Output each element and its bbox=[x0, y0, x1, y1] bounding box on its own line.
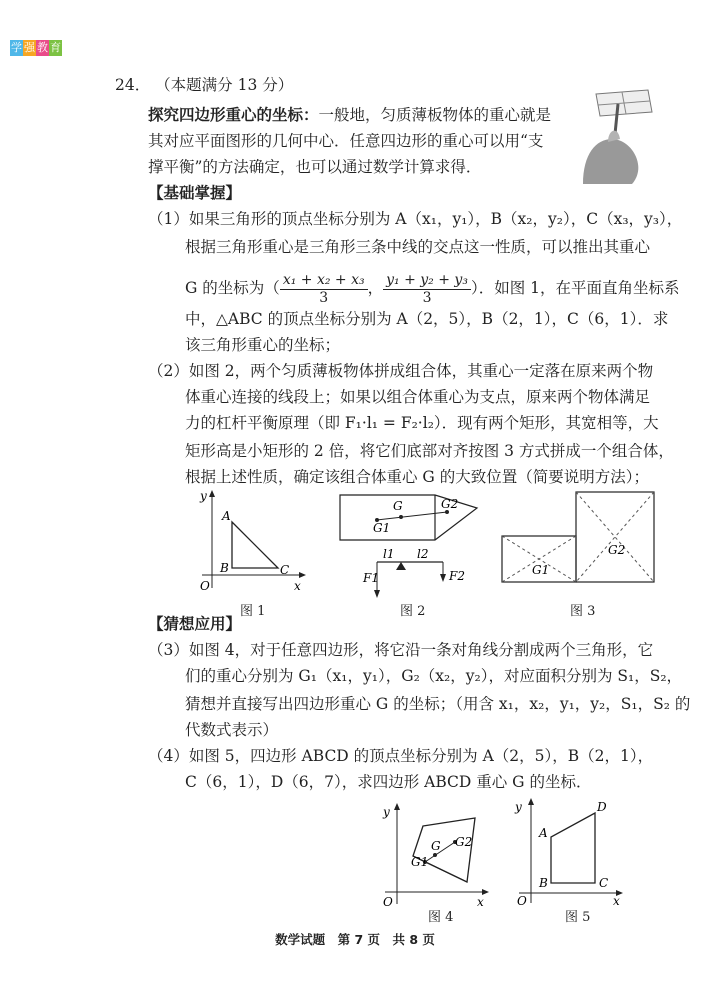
f1-label: F1 bbox=[363, 571, 379, 585]
g1-label: G1 bbox=[532, 563, 550, 577]
section-basic: 【基础掌握】 bbox=[148, 184, 242, 202]
l1-label: l1 bbox=[383, 547, 395, 561]
q1-line-4: 中，△ABC 的顶点坐标分别为 A（2，5），B（2，1），C（6，1）．求 bbox=[185, 310, 669, 328]
q1-line-1: （1）如果三角形的顶点坐标分别为 A（x₁，y₁），B（x₂，y₂），C（x₃，y₃）， bbox=[148, 210, 683, 228]
point-a-label: A bbox=[222, 509, 231, 523]
quadrilateral bbox=[413, 818, 475, 882]
point-c-label: C bbox=[599, 876, 609, 890]
q2-line-1: （2）如图 2，两个匀质薄板物体拼成组合体，其重心一定落在原来两个物 bbox=[148, 362, 654, 380]
q1-text: ）．如图 1，在平面直角坐标系 bbox=[470, 279, 680, 297]
figure-2-caption: 图 2 bbox=[400, 604, 426, 619]
g-label: G bbox=[393, 499, 403, 513]
figure-4-caption: 图 4 bbox=[428, 910, 454, 925]
figure-1 bbox=[192, 488, 307, 598]
point-a-label: A bbox=[539, 826, 548, 840]
q1-line-2: 根据三角形重心是三角形三条中线的交点这一性质，可以推出其重心 bbox=[185, 238, 651, 256]
figure-3-caption: 图 3 bbox=[570, 604, 596, 619]
logo-char: 教 bbox=[37, 41, 48, 54]
g1-label: G1 bbox=[411, 855, 429, 869]
q1-line-5: 该三角形重心的坐标； bbox=[185, 336, 341, 354]
intro-line-2: 其对应平面图形的几何中心．任意四边形的重心可以用“支 bbox=[148, 132, 544, 150]
fraction-y bbox=[383, 272, 471, 307]
figure-2 bbox=[335, 490, 485, 602]
f2-label: F2 bbox=[449, 569, 465, 583]
problem-header bbox=[115, 75, 293, 95]
q3-line-1: （3）如图 4，对于任意四边形，将它沿一条对角线分割成两个三角形，它 bbox=[148, 641, 654, 659]
problem-number: 24． bbox=[115, 76, 151, 94]
point-b-label: B bbox=[539, 876, 548, 890]
q3-line-4: 代数式表示） bbox=[185, 721, 279, 739]
figure-3 bbox=[500, 490, 660, 586]
figure-5 bbox=[505, 795, 625, 907]
origin-label: O bbox=[517, 894, 527, 907]
q3-line-2: 们的重心分别为 G₁（x₁，y₁），G₂（x₂，y₂），对应面积分别为 S₁，S₂， bbox=[185, 667, 683, 685]
problem-score: （本题满分 13 分） bbox=[155, 76, 294, 94]
intro-text: 一般地，匀质薄板物体的重心就是 bbox=[318, 106, 552, 124]
triangle-abc bbox=[232, 522, 278, 568]
point-c-label: C bbox=[280, 563, 290, 577]
logo-char: 强 bbox=[24, 41, 35, 54]
intro-title: 探究四边形重心的坐标： bbox=[148, 106, 319, 124]
g1-label: G1 bbox=[373, 521, 391, 535]
g2-label: G2 bbox=[608, 543, 626, 557]
l2-label: l2 bbox=[417, 547, 429, 561]
intro-line-1 bbox=[148, 105, 551, 125]
fraction-denominator: 3 bbox=[422, 289, 432, 306]
q2-line-3: 力的杠杆平衡原理（即 F₁·l₁ = F₂·l₂）．现有两个矩形，其宽相等，大 bbox=[185, 414, 659, 432]
separator: ， bbox=[367, 279, 384, 297]
quadrilateral-abcd bbox=[551, 813, 595, 883]
axis-label-x: x bbox=[613, 894, 620, 907]
q2-line-4: 矩形高是小矩形的 2 倍，将它们底部对齐按图 3 方式拼成一个组合体， bbox=[185, 442, 674, 460]
fraction-numerator: x₁ + x₂ + x₃ bbox=[280, 272, 368, 290]
hand-balance-illustration bbox=[578, 84, 658, 184]
fraction-x bbox=[280, 272, 368, 307]
axis-label-y: y bbox=[515, 800, 522, 814]
figure-1-caption: 图 1 bbox=[240, 604, 266, 619]
g-label: G bbox=[431, 839, 441, 853]
intro-line-3: 撑平衡”的方法确定，也可以通过数学计算求得． bbox=[148, 158, 482, 176]
point-b-label: B bbox=[220, 561, 229, 575]
axis-label-y: y bbox=[383, 805, 390, 819]
section-apply: 【猜想应用】 bbox=[148, 615, 242, 633]
fulcrum bbox=[396, 562, 406, 570]
origin-label: O bbox=[383, 895, 393, 908]
brand-logo bbox=[10, 40, 62, 56]
q2-line-5: 根据上述性质，确定该组合体重心 G 的大致位置（简要说明方法）； bbox=[185, 468, 649, 486]
origin-label: O bbox=[200, 579, 210, 593]
axis-label-y: y bbox=[200, 489, 207, 503]
fraction-denominator: 3 bbox=[319, 289, 329, 306]
q4-line-2: C（6，1），D（6，7），求四边形 ABCD 重心 G 的坐标． bbox=[185, 773, 592, 791]
q3-line-3: 猜想并直接写出四边形重心 G 的坐标；（用含 x₁，x₂，y₁，y₂，S₁，S₂ 的 bbox=[185, 695, 691, 713]
logo-char: 学 bbox=[11, 41, 22, 54]
page-footer: 数学试题 第 7 页 共 8 页 bbox=[275, 932, 435, 947]
axis-label-x: x bbox=[477, 895, 484, 908]
q1-line-3 bbox=[185, 269, 680, 307]
point-d-label: D bbox=[597, 800, 607, 814]
q4-line-1: （4）如图 5，四边形 ABCD 的顶点坐标分别为 A（2，5），B（2，1）， bbox=[148, 747, 654, 765]
q1-text: G 的坐标为（ bbox=[185, 279, 280, 297]
fraction-numerator: y₁ + y₂ + y₃ bbox=[383, 272, 471, 290]
large-rectangle bbox=[576, 492, 654, 582]
q2-line-2: 体重心连接的线段上；如果以组合体重心为支点，原来两个物体满足 bbox=[185, 388, 651, 406]
g2-label: G2 bbox=[441, 497, 459, 511]
figure-4 bbox=[375, 800, 490, 908]
axis-label-x: x bbox=[294, 579, 301, 593]
logo-char: 育 bbox=[50, 41, 61, 54]
g2-label: G2 bbox=[455, 835, 473, 849]
figure-5-caption: 图 5 bbox=[565, 910, 591, 925]
